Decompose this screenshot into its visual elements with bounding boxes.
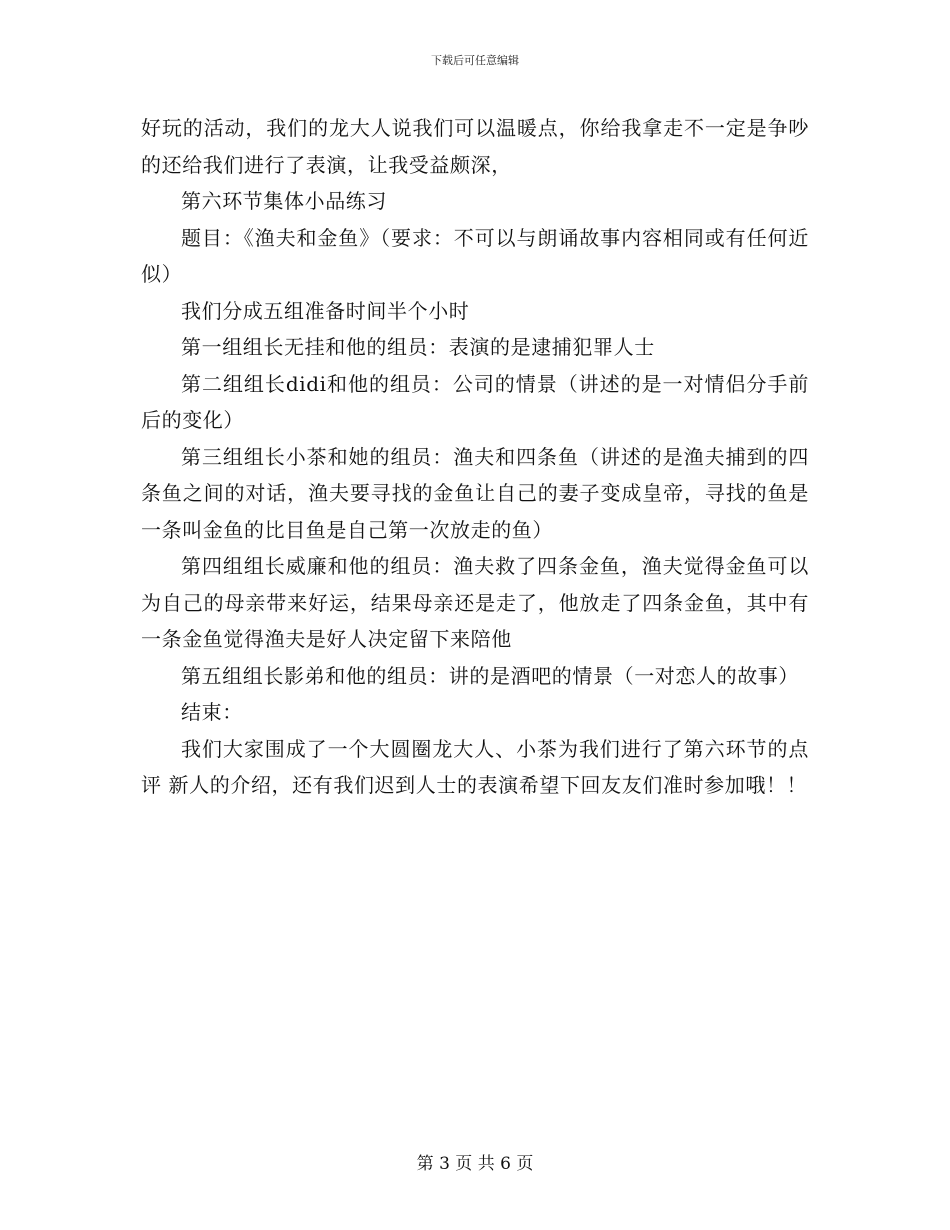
- paragraph: 结束：: [181, 700, 243, 724]
- document-body: [141, 110, 809, 804]
- paragraph: 第一组组长无挂和他的组员：表演的是逮捕犯罪人士: [181, 335, 655, 359]
- paragraph: 我们分成五组准备时间半个小时: [181, 298, 470, 323]
- paragraph: 第四组组长威廉和他的组员：渔夫救了四条金鱼，渔夫觉得金鱼可以为自己的母亲带来好运，结果母亲还是走了，他放走了四条金鱼，其中有一条金鱼觉得渔夫是好人决定留下来陪他: [141, 554, 809, 651]
- paragraph: 第三组组长小茶和她的组员：渔夫和四条鱼（讲述的是渔夫捕到的四条鱼之间的对话，渔夫要寻找的金鱼让自己的妻子变成皇帝，寻找的鱼是一条叫金鱼的比目鱼是自己第一次放走的鱼）: [141, 444, 809, 542]
- page-number-footer: 第 3 页 共 6 页: [416, 1154, 534, 1174]
- paragraph: 第六环节集体小品练习: [181, 189, 387, 213]
- paragraph: 题目：《渔夫和金鱼》（要求：不可以与朗诵故事内容相同或有任何近似）: [141, 225, 809, 286]
- page-header: 下载后可任意编辑: [431, 54, 519, 67]
- paragraph: 好玩的活动，我们的龙大人说我们可以温暖点，你给我拿走不一定是争吵的还给我们进行了表演，让我受益颇深，: [141, 116, 809, 177]
- paragraph: 第五组组长影弟和他的组员：讲的是酒吧的情景（一对恋人的故事）: [181, 663, 799, 688]
- paragraph: 我们大家围成了一个大圆圈龙大人、小茶为我们进行了第六环节的点评 新人的介绍，还有我们迟到人士的表演希望下回友友们准时参加哦！！: [141, 736, 809, 797]
- paragraph: 第二组组长didi和他的组员：公司的情景（讲述的是一对情侣分手前后的变化）: [141, 371, 809, 432]
